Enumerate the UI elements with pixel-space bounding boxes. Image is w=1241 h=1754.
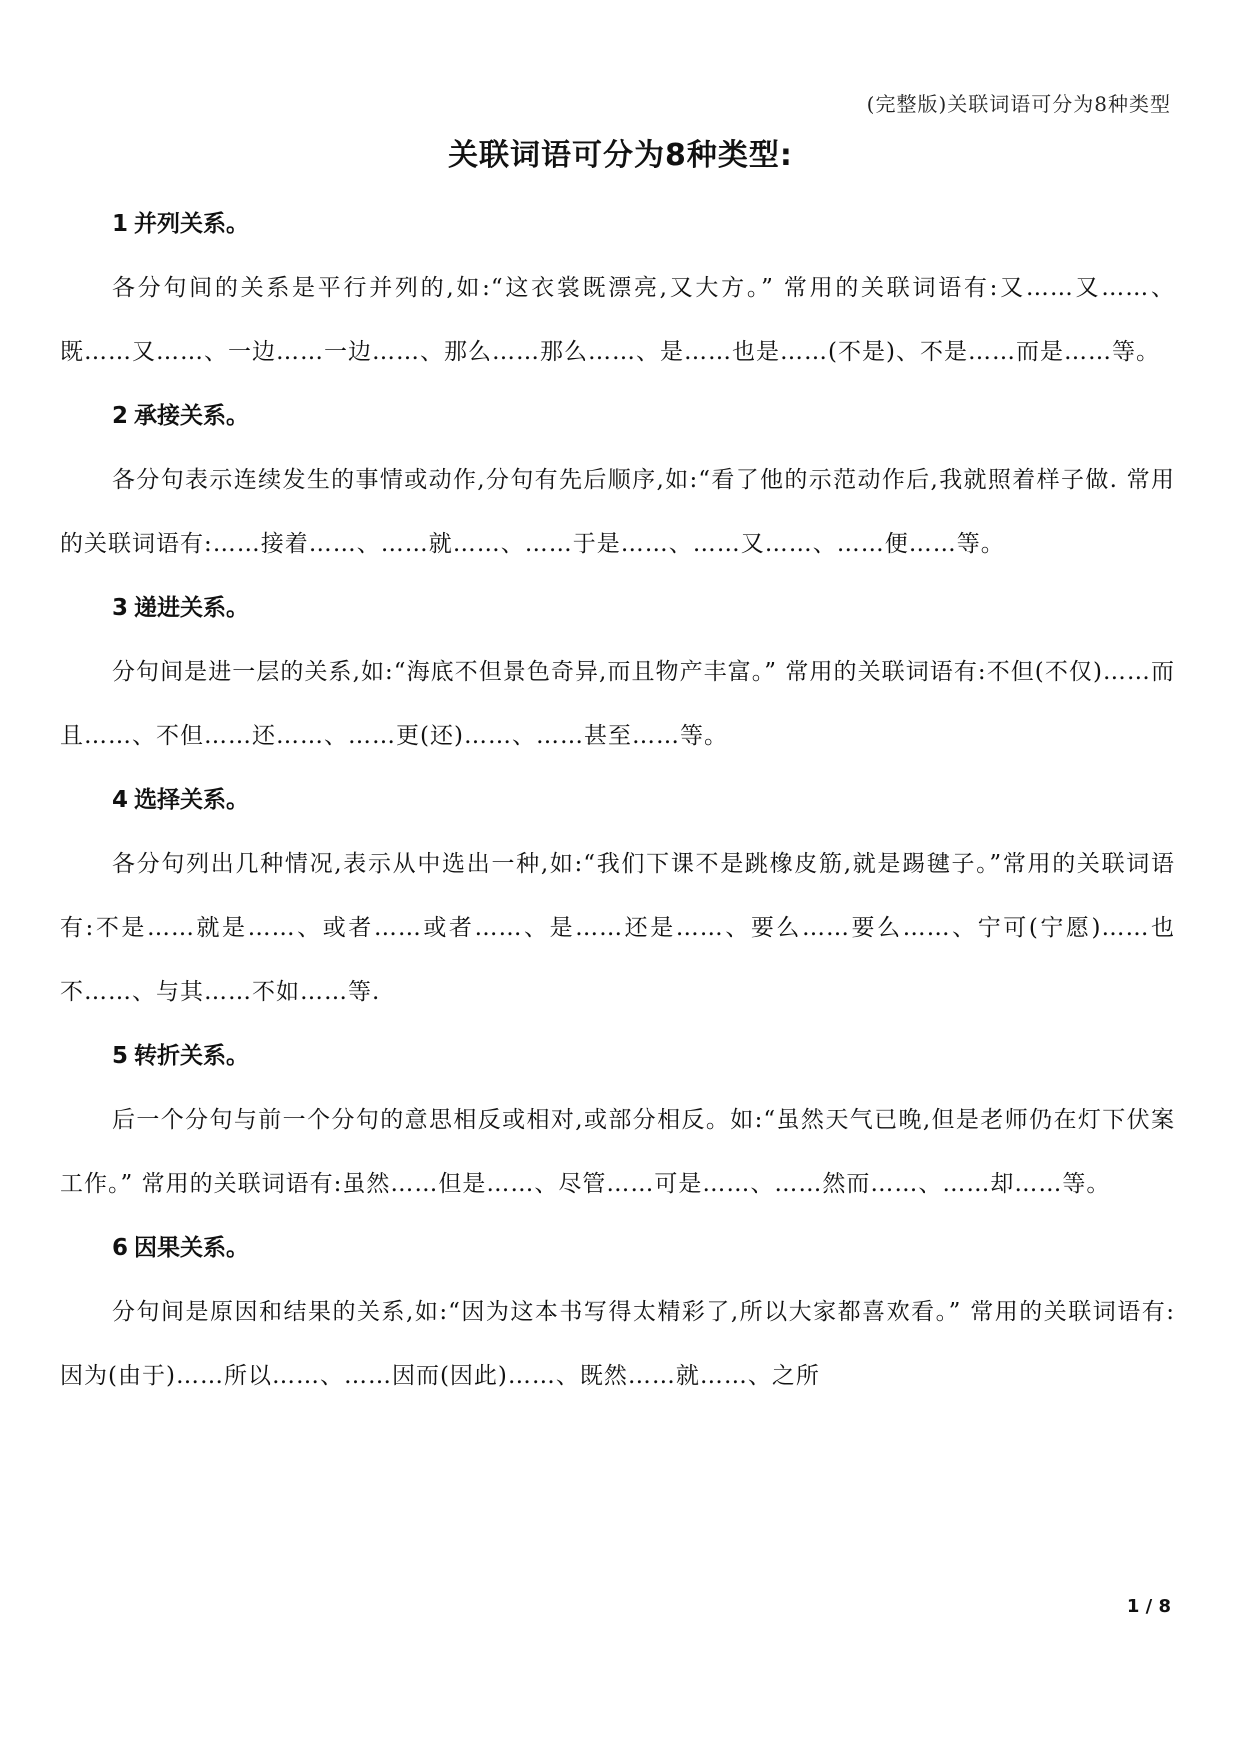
section-number: 1 — [112, 211, 129, 237]
section-paragraph: 分句间是原因和结果的关系,如:“因为这本书写得太精彩了,所以大家都喜欢看。” 常用的关联词语有:因为(由于)……所以……、……因而(因此)……、既然……就……、之所 — [60, 1299, 1175, 1389]
section-heading-text: 选择关系。 — [134, 787, 250, 813]
section-number: 3 — [112, 595, 129, 621]
section-progressive — [60, 576, 1175, 768]
section-heading — [60, 384, 1175, 448]
section-number: 6 — [112, 1235, 129, 1261]
document-title: 关联词语可分为8种类型: — [448, 138, 793, 173]
section-paragraph: 分句间是进一层的关系,如:“海底不但景色奇异,而且物产丰富。” 常用的关联词语有:不但(不仅)……而且……、不但……还……、……更(还)……、……甚至……等。 — [60, 659, 1175, 749]
section-number: 2 — [112, 403, 129, 429]
section-causal — [60, 1216, 1175, 1408]
section-heading-text: 因果关系。 — [134, 1235, 250, 1261]
section-heading-text: 并列关系。 — [134, 211, 250, 237]
section-heading — [60, 1216, 1175, 1280]
section-paragraph: 后一个分句与前一个分句的意思相反或相对,或部分相反。如:“虽然天气已晚,但是老师仍在灯下伏案工作。” 常用的关联词语有:虽然……但是……、尽管……可是……、……然而……、……却……等。 — [60, 1107, 1175, 1197]
section-paragraph: 各分句列出几种情况,表示从中选出一种,如:“我们下课不是跳橡皮筋,就是踢毽子。”常用的关联词语有:不是……就是……、或者……或者……、是……还是……、要么……要么……、宁可(宁愿)……也不……、与其……不如……等. — [60, 851, 1175, 1005]
section-succession — [60, 384, 1175, 576]
section-choice — [60, 768, 1175, 1024]
section-parallel — [60, 192, 1175, 384]
section-number: 5 — [112, 1043, 129, 1069]
section-adversative — [60, 1024, 1175, 1216]
section-heading — [60, 192, 1175, 256]
section-heading-text: 承接关系。 — [134, 403, 250, 429]
section-heading-text: 转折关系。 — [134, 1043, 250, 1069]
running-header: (完整版)关联词语可分为8种类型 — [866, 92, 1171, 116]
section-heading — [60, 768, 1175, 832]
section-paragraph: 各分句表示连续发生的事情或动作,分句有先后顺序,如:“看了他的示范动作后,我就照着样子做. 常用的关联词语有:……接着……、……就……、……于是……、……又……、……便……等。 — [60, 467, 1175, 557]
section-paragraph: 各分句间的关系是平行并列的,如:“这衣裳既漂亮,又大方。” 常用的关联词语有:又……又……、既……又……、一边……一边……、那么……那么……、是……也是……(不是)、不是……而是……等。 — [60, 275, 1175, 365]
document-body — [60, 192, 1175, 1408]
section-heading — [60, 576, 1175, 640]
section-heading — [60, 1024, 1175, 1088]
section-heading-text: 递进关系。 — [134, 595, 250, 621]
page-number: 1 / 8 — [1126, 1596, 1171, 1617]
section-number: 4 — [112, 787, 129, 813]
